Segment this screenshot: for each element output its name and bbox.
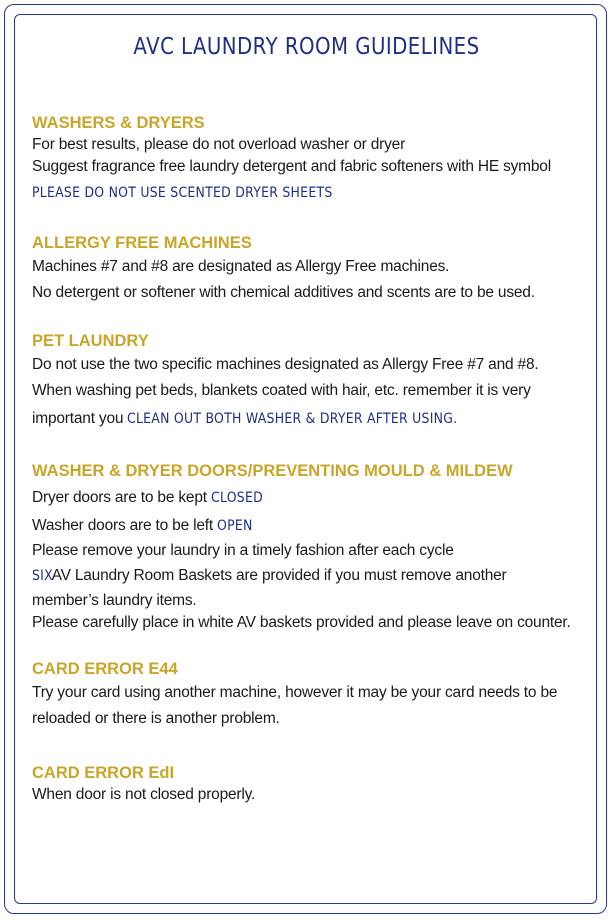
section-heading: WASHERS & DRYERS — [32, 114, 205, 132]
section-pet-laundry — [32, 330, 592, 434]
section-heading: WASHER & DRYER DOORS/PREVENTING MOULD & MILDEW — [32, 462, 513, 480]
section-card-error-edl — [32, 762, 592, 806]
page-title: AVC LAUNDRY ROOM GUIDELINES — [133, 34, 480, 60]
guideline-line — [32, 562, 592, 590]
guideline-line: reloaded or there is another problem. — [32, 710, 280, 727]
section-allergy-free — [32, 232, 592, 306]
guideline-line: Try your card using another machine, however it may be your card needs to be — [32, 684, 558, 701]
section-heading: CARD ERROR E44 — [32, 660, 178, 678]
guidelines-body — [32, 112, 592, 830]
guideline-line — [32, 404, 592, 434]
guideline-line: No detergent or softener with chemical additives and scents are to be used. — [32, 284, 535, 301]
guideline-line: For best results, please do not overload washer or dryer — [32, 136, 406, 153]
guideline-line: Please remove your laundry in a timely fashion after each cycle — [32, 542, 454, 559]
guideline-line: member’s laundry items. — [32, 592, 197, 609]
notice-text: PLEASE DO NOT USE SCENTED DRYER SHEETS — [32, 185, 333, 201]
guideline-line: When door is not closed properly. — [32, 786, 256, 803]
section-washers-dryers — [32, 112, 592, 208]
guideline-text: Dryer doors are to be kept — [32, 489, 207, 506]
emphasis-text: CLOSED — [210, 490, 263, 506]
guideline-text: Washer doors are to be left — [32, 517, 213, 534]
guideline-text: important you — [32, 410, 124, 427]
guideline-line: Please carefully place in white AV baskets provided and please leave on counter. — [32, 614, 571, 631]
section-card-error-e44 — [32, 658, 592, 732]
section-heading: ALLERGY FREE MACHINES — [32, 234, 252, 252]
emphasis-text: OPEN — [217, 518, 253, 534]
guideline-text: AV Laundry Room Baskets are provided if you must remove another — [51, 567, 507, 584]
guideline-line: Machines #7 and #8 are designated as Allergy Free machines. — [32, 258, 450, 275]
section-heading: PET LAUNDRY — [32, 332, 149, 350]
emphasis-text: CLEAN OUT BOTH WASHER & DRYER AFTER USING. — [127, 411, 458, 427]
emphasis-text: SIX — [32, 568, 53, 584]
guideline-line: Do not use the two specific machines designated as Allergy Free #7 and #8. — [32, 356, 539, 373]
guideline-line: When washing pet beds, blankets coated with hair, etc. remember it is very — [32, 382, 531, 399]
section-heading: CARD ERROR EdI — [32, 764, 175, 782]
guideline-line — [32, 484, 592, 512]
guideline-line: Suggest fragrance free laundry detergent and fabric softeners with HE symbol — [32, 158, 551, 175]
section-doors — [32, 458, 592, 634]
guideline-line — [32, 512, 592, 540]
